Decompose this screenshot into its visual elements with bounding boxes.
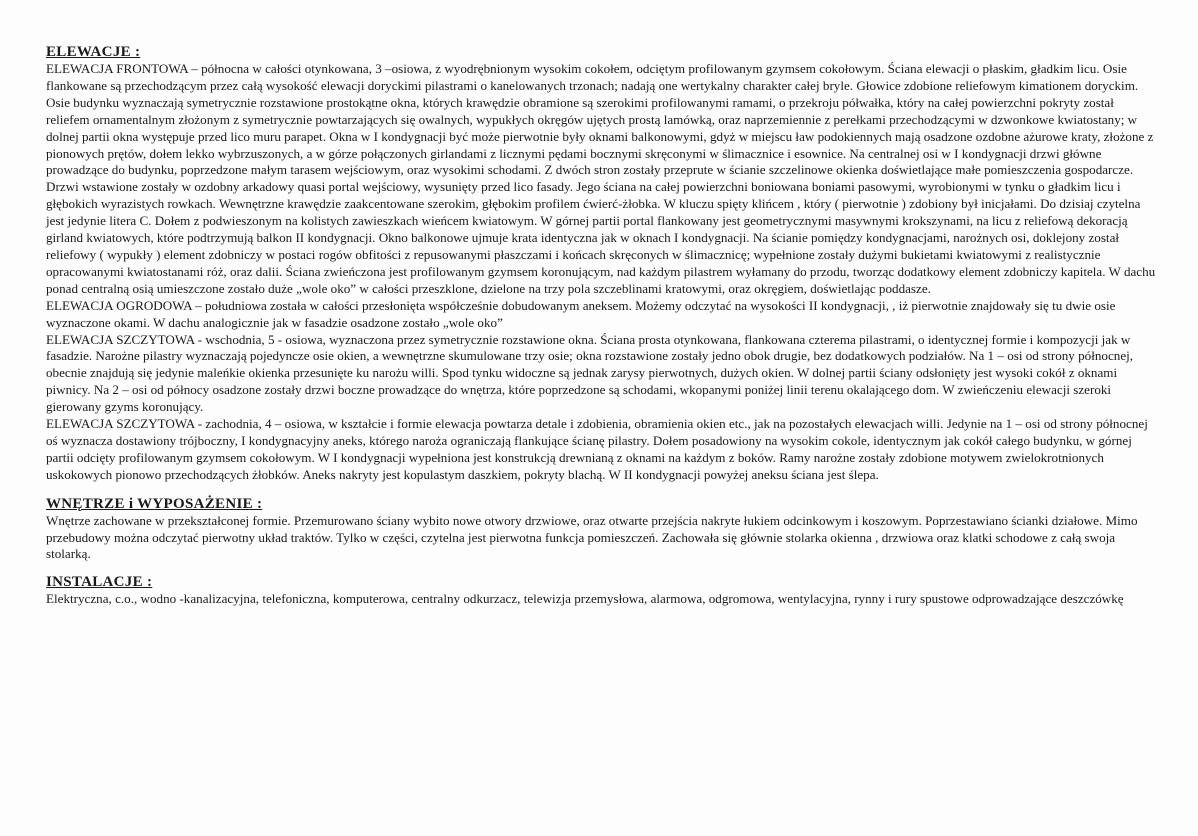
paragraph-elewacja-frontowa [46,61,1158,484]
spacer [46,484,1158,496]
text-elewacja-ogrodowa: ELEWACJA OGRODOWA – południowa została w całości przesłonięta współcześnie dobudowanym aneksem. Możemy odczytać na wysokości II kondygnacji, , iż pierwotnie znajdowały się tu dwie osie wyznaczone okami. W dachu analogicznie jak w fasadzie osadzone zostało „wole oko” [46,297,1116,330]
heading-elewacje: ELEWACJE : [46,44,141,60]
spacer [46,563,1158,574]
section-wnetrze [46,496,1158,564]
text-wnetrze: Wnętrze zachowane w przekształconej formie. Przemurowano ściany wybito nowe otwory drzwiowe, oraz otwarte przejścia nakryte łukiem odcinkowym i koszowym. Poprzestawiano ścianki działowe. Mimo przebudowy można odczytać pierwotny układ traktów. Tylko w części, czytelna jest pierwotna funkcja pomieszczeń. Zachowała się głównie stolarka okienna , drzwiowa oraz klatki schodowe z całą swoja stolarką. [46,512,1138,562]
text-elewacja-frontowa: ELEWACJA FRONTOWA – północna w całości otynkowana, 3 –osiowa, z wyodrębnionym wysokim cokołem, odciętym profilowanym gzymsem cokołowym. Ściana elewacji o płaskim, gładkim licu. Osie flankowane są przechodzącym przez całą wysokość elewacji doryckimi pilastrami o kanelowanych trzonach; nadają one wertykalny charakter całej bryle. Głowice zdobione reliefowym kimationem doryckim. Osie budynku wyznaczają symetrycznie rozstawione prostokątne okna, których krawędzie obramione są szerokimi profilowanymi ramami, o przekroju półwałka, który na całej powierzchni pokryty został reliefem ornamentalnym złożonym z symetrycznie powtarzających się owalnych, wypukłych okręgów ujętych prostą lamówką, oraz naprzemiennie z perełkami przechodzącymi w dzwonkowe kwiatostany; w dolnej partii okna występuje przed lico muru parapet. Okna w I kondygnacji być może pierwotnie były oknami balkonowymi, gdyż w miejscu ław podokiennych mają osadzone ozdobne ażurowe kraty, złożone z pionowych prętów, dołem lekko wybrzuszonych, a w górze połączonych girlandami z licznymi pędami bocznymi skręconymi w ślimacznice i esownice. Na centralnej osi w I kondygnacji drzwi główne prowadzące do budynku, poprzedzone małym tarasem wejściowym, oraz wysokimi schodami. Z dwóch stron zostały przeprute w ścianie szczelinowe okienka doświetlające małe pomieszczenia gospodarcze. Drzwi wstawione zostały w ozdobny arkadowy quasi portal wejściowy, wysunięty przed lico fasady. Jego ściana na całej powierzchni boniowana boniami pasowymi, wyrobionymi w tynku o gładkim licu i głębokich wyrazistych rowkach. Wewnętrzne krawędzie zaakcentowane szerokim, głębokim profilem ćwierć-żłobka. W kluczu spięty klińcem , który ( pierwotnie ) zdobiony był inicjałami. Do dzisiaj czytelna jest jedynie litera C. Dołem z podwieszonym na kolistych zawieszkach wieńcem kwiatowym. W górnej partii portal flankowany jest geometrycznymi masywnymi krokszynami, na licu z reliefową dekoracją girland kwiatowych, które podtrzymują balkon II kondygnacji. Okno balkonowe ujmuje krata identyczna jak w oknach I kondygnacji. Na ścianie pomiędzy kondygnacjami, narożnych osi, doklejony został reliefowy ( wypukły ) element zdobniczy w postaci rogów obfitości z repusowanymi płaszczami i końcach skręconych w ślimacznicę; wypełnione zostały dużymi bukietami kwiatowymi z realistycznie opracowanymi kwiatostanami róż, oraz dalii. Ściana zwieńczona jest profilowanym gzymsem koronującym, nad każdym pilastrem wyłamany do przodu, tworząc dodatkowy element zdobniczy kapitela. W dachu ponad centralną osią umieszczone zostało duże „wole oko” w całości przeszklone, dzielone na trzy pola szczeblinami kratowymi, oraz okręgiem, doświetlając poddasze. [46,61,1156,296]
section-instalacje [46,574,1158,608]
text-elewacja-szczytowa-zachodnia: ELEWACJA SZCZYTOWA - zachodnia, 4 – osiowa, w kształcie i formie elewacja powtarza detale i zdobienia, obramienia okien etc., jak na pozostałych elewacjach willi. Jedynie na 1 – osi od strony północnej oś wyznacza dostawiony trójboczny, I kondygnacyjny aneks, którego naroża ograniczają flankujące ścianę pilastry. Dołem posadowiony na wysokim cokole, identycznym jak cokół całego budynku, w górnej partii odcięty profilowanym gzymsem cokołowym. W I kondygnacji wypełniona jest konstrukcją drewnianą z oknami na każdym z boków. Ramy narożne zostały zdobione motywem zwielokrotnionych uskokowych pionowo przechodzących żłobków. Aneks nakryty jest kopulastym daszkiem, pokryty blachą. W II kondygnacji powyżej aneksu ściana jest ślepa. [46,416,1148,482]
text-elewacja-szczytowa-wschodnia: ELEWACJA SZCZYTOWA - wschodnia, 5 - osiowa, wyznaczona przez symetrycznie rozstawione okna. Ściana prosta otynkowana, flankowana czterema pilastrami, o identycznej formie i kompozycji jak w fasadzie. Narożne pilastry wyznaczają pojedyncze osie okien, a wewnętrzne skumulowane trzy osie; okna rozstawione zostały jedno obok drugie, bez dodatkowych podziałów. Na 1 – osi od strony północnej, obecnie znajdują się jedynie maleńkie okienka przesunięte ku narożu willi. Spod tynku widoczne są jednak zarysy pierwotnych, dużych okien. W dolnej partii ściany odsłonięty jest wysoki cokół z oknami piwnicy. Na 2 – osi od północy osadzone zostały drzwi boczne prowadzące do wnętrza, które poprzedzone są schodami, wkopanymi poniżej linii terenu okalającego dom. W zwieńczeniu elewacji szeroki gierowany gzyms koronujący. [46,331,1134,415]
heading-wnetrze: WNĘTRZE i WYPOSAŻENIE : [46,495,263,512]
text-instalacje: Elektryczna, c.o., wodno -kanalizacyjna, telefoniczna, komputerowa, centralny odkurzacz, telewizja przemysłowa, alarmowa, odgromowa, wentylacyjna, rynny i rury spustowe odprowadzające deszczówkę [46,591,1124,607]
section-elewacje [46,44,1158,484]
heading-instalacje: INSTALACJE : [46,574,153,591]
